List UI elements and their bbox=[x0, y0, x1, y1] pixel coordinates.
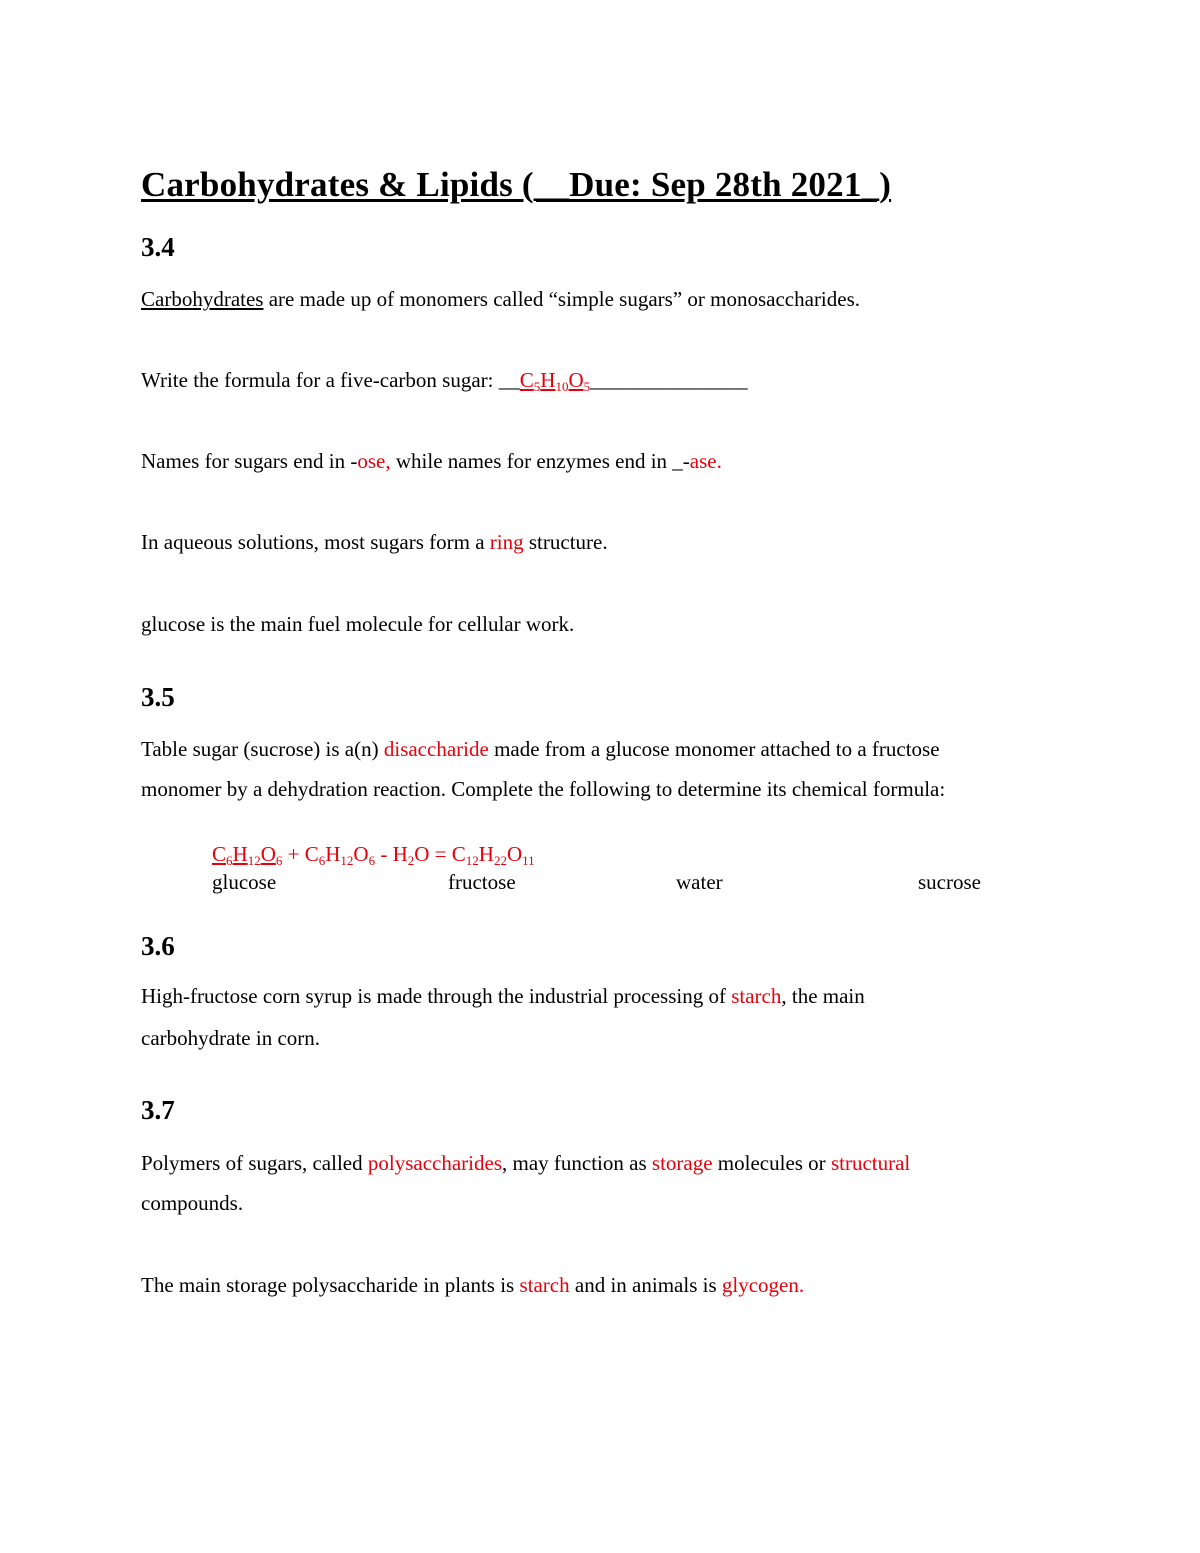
paragraph-compounds: compounds. bbox=[141, 1191, 244, 1215]
page-title: Carbohydrates & Lipids (__Due: Sep 28th 2021_) bbox=[141, 165, 892, 204]
paragraph-corn-syrup: High-fructose corn syrup is made through the industrial processing of starch, the main bbox=[141, 984, 865, 1008]
paragraph-polymers: Polymers of sugars, called polysaccharides, may function as storage molecules or structural bbox=[141, 1151, 911, 1175]
answer-starch: starch bbox=[731, 984, 782, 1008]
answer-ase: ase. bbox=[689, 449, 722, 473]
section-heading-3-5: 3.5 bbox=[141, 682, 175, 712]
paragraph-glucose: glucose is the main fuel molecule for cellular work. bbox=[141, 612, 575, 636]
label-fructose: fructose bbox=[448, 870, 516, 894]
paragraph-corn: carbohydrate in corn. bbox=[141, 1026, 321, 1050]
formula-fructose: $C_6H_{12}O_6$ bbox=[304, 842, 376, 868]
term-carbohydrates: Carbohydrates bbox=[141, 287, 264, 311]
paragraph-name-endings: Names for sugars end in -ose, while names for enzymes end in _-ase. bbox=[141, 449, 722, 473]
paragraph-ring: In aqueous solutions, most sugars form a ring structure. bbox=[141, 530, 608, 554]
answer-polysaccharides: polysaccharides bbox=[367, 1151, 502, 1175]
label-glucose: glucose bbox=[212, 870, 277, 894]
paragraph-monomers bbox=[141, 279, 860, 319]
paragraph-table-sugar: Table sugar (sucrose) is a(n) disaccharide made from a glucose monomer attached to a fructose bbox=[141, 737, 940, 761]
answer-structural: structural bbox=[830, 1151, 911, 1175]
answer-storage: storage bbox=[651, 1151, 713, 1175]
answer-ring: ring bbox=[489, 530, 524, 554]
label-sucrose: sucrose bbox=[918, 870, 981, 894]
paragraph-storage-polysaccharide: The main storage polysaccharide in plants is starch and in animals is glycogen. bbox=[141, 1273, 805, 1297]
answer-disaccharide: disaccharide bbox=[383, 737, 489, 761]
answer-ose: ose, bbox=[357, 449, 391, 473]
formula-glucose: $C_6H_{12}O_6$ bbox=[212, 842, 283, 868]
answer-five-carbon-formula: $C_5H_{10}O_5$ bbox=[519, 368, 591, 394]
text: Write the formula for a five-carbon sugar: __ bbox=[141, 368, 520, 392]
label-water: water bbox=[676, 870, 723, 894]
blank-line: _______________ bbox=[590, 368, 748, 392]
section-heading-3-4: 3.4 bbox=[141, 232, 175, 262]
section-heading-3-6: 3.6 bbox=[141, 931, 175, 961]
formula-water: $H_2O$ bbox=[392, 842, 430, 868]
answer-glycogen: glycogen. bbox=[721, 1273, 805, 1297]
section-heading-3-7: 3.7 bbox=[141, 1095, 175, 1125]
formula-sucrose: $C_{12}H_{22}O_{11}$ bbox=[451, 842, 535, 868]
paragraph-dehydration: monomer by a dehydration reaction. Complete the following to determine its chemical formula: bbox=[141, 777, 946, 801]
answer-starch-plants: starch bbox=[519, 1273, 570, 1297]
question-five-carbon-formula bbox=[141, 360, 748, 400]
sucrose-equation: $C_6H_{12}O_6 + C_6H_{12}O_6 - H_2O = C_{12}H_{22}O_{11}$ bbox=[212, 842, 535, 868]
text: are made up of monomers called “simple sugars” or monosaccharides. bbox=[263, 287, 861, 311]
